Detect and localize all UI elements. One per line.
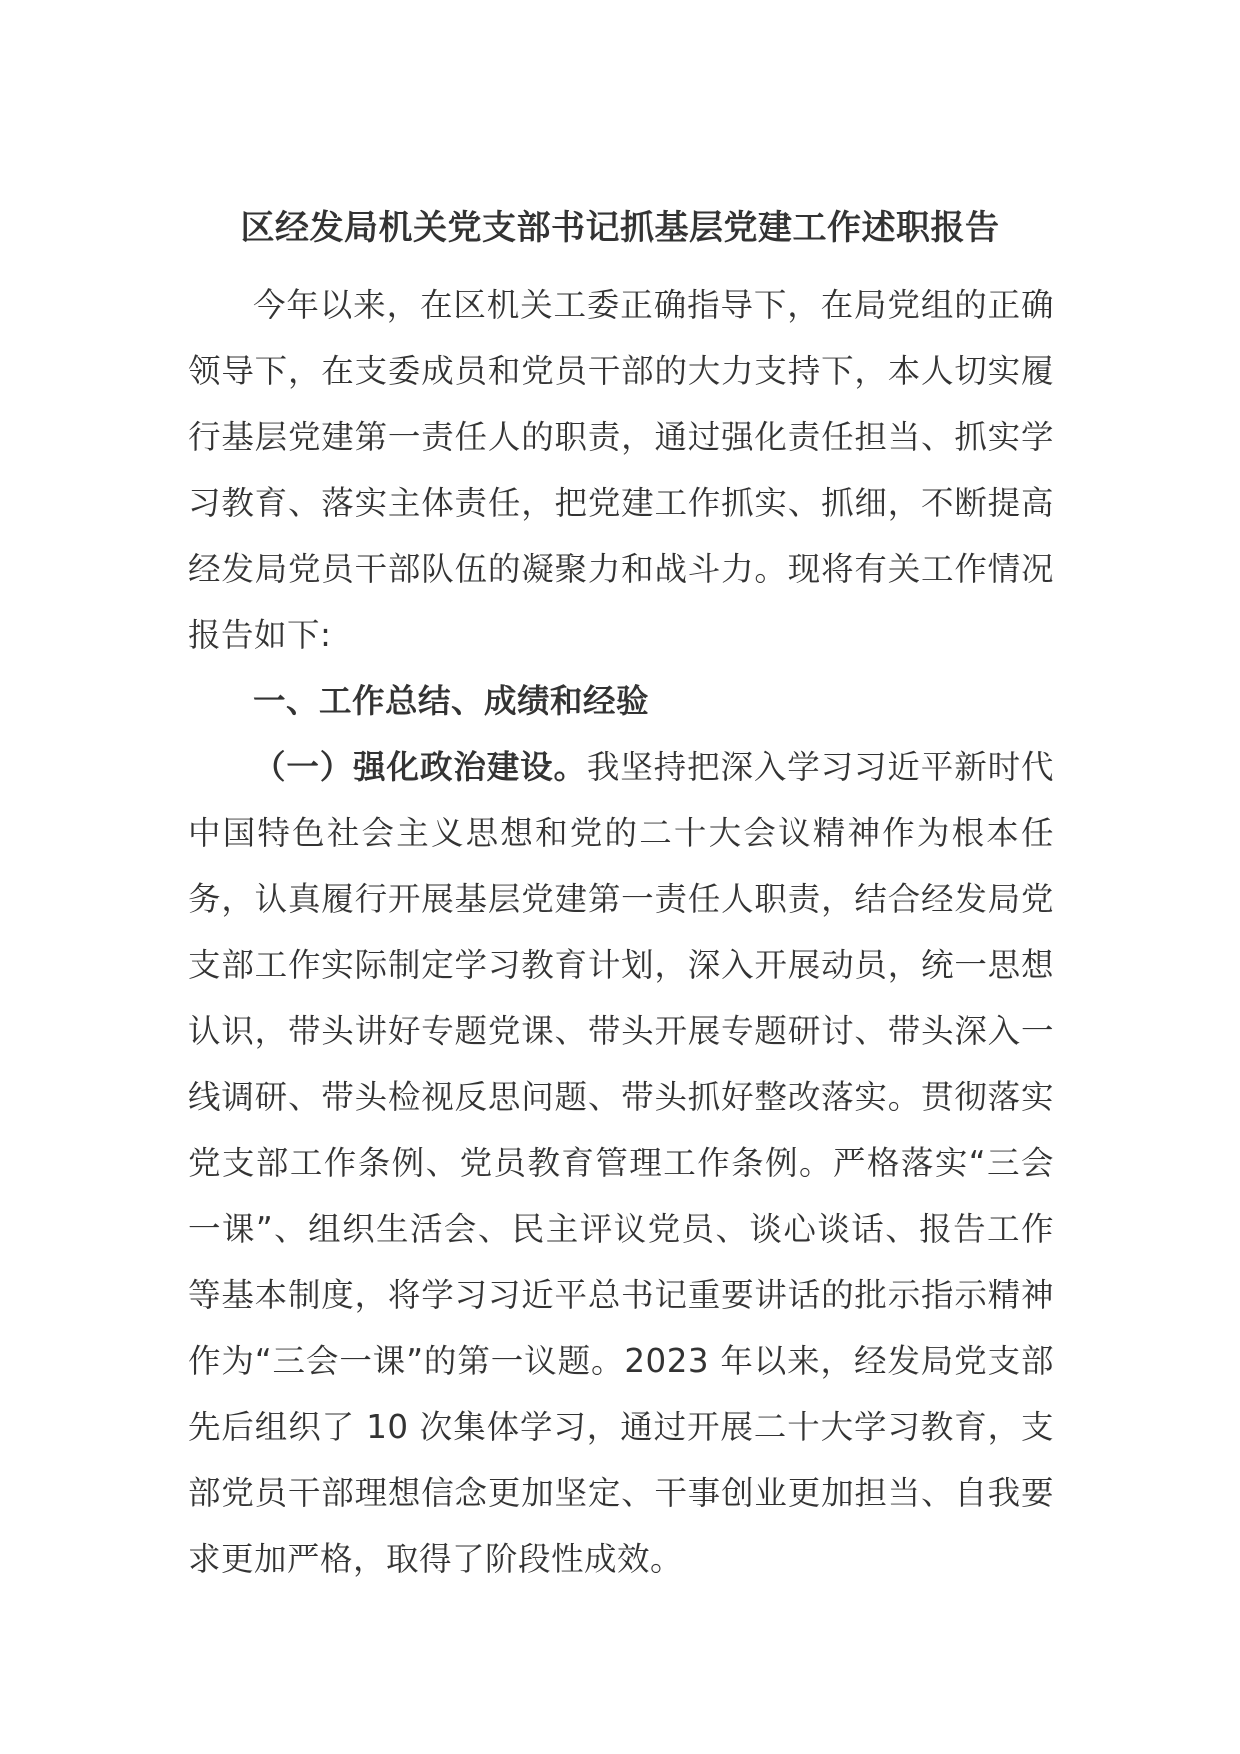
intro-paragraph: 今年以来，在区机关工委正确指导下，在局党组的正确领导下，在支委成员和党员干部的大力支持下，本人切实履行基层党建第一责任人的职责，通过强化责任担当、抓实学习教育、落实主体责任，把党建工作抓实、抓细，不断提高经发局党员干部队伍的凝聚力和战斗力。现将有关工作情况报告如下:: [188, 286, 1054, 654]
document-title: 区经发局机关党支部书记抓基层党建工作述职报告: [240, 208, 1000, 248]
subsection-text: 我坚持把深入学习习近平新时代中国特色社会主义思想和党的二十大会议精神作为根本任务，认真履行开展基层党建第一责任人职责，结合经发局党支部工作实际制定学习教育计划，深入开展动员，统一思想认识，带头讲好专题党课、带头开展专题研讨、带头深入一线调研、带头检视反思问题、带头抓好整改落实。贯彻落实党支部工作条例、党员教育管理工作条例。严格落实“三会一课”、组织生活会、民主评议党员、谈心谈话、报告工作等基本制度，将学习习近平总书记重要讲话的批示指示精神作为“三会一课”的第一议题。2023 年以来，经发局党支部先后组织了 10 次集体学习，通过开展二十大学习教育，支部党员干部理想信念更加坚定、干事创业更加担当、自我要求更加严格，取得了阶段性成效。: [188, 748, 1054, 1578]
document-body: [188, 272, 1054, 1592]
subsection-paragraph: [188, 734, 1054, 1592]
section-heading: 一、工作总结、成绩和经验: [253, 682, 650, 720]
subsection-lead: （一）强化政治建设。: [253, 748, 587, 786]
